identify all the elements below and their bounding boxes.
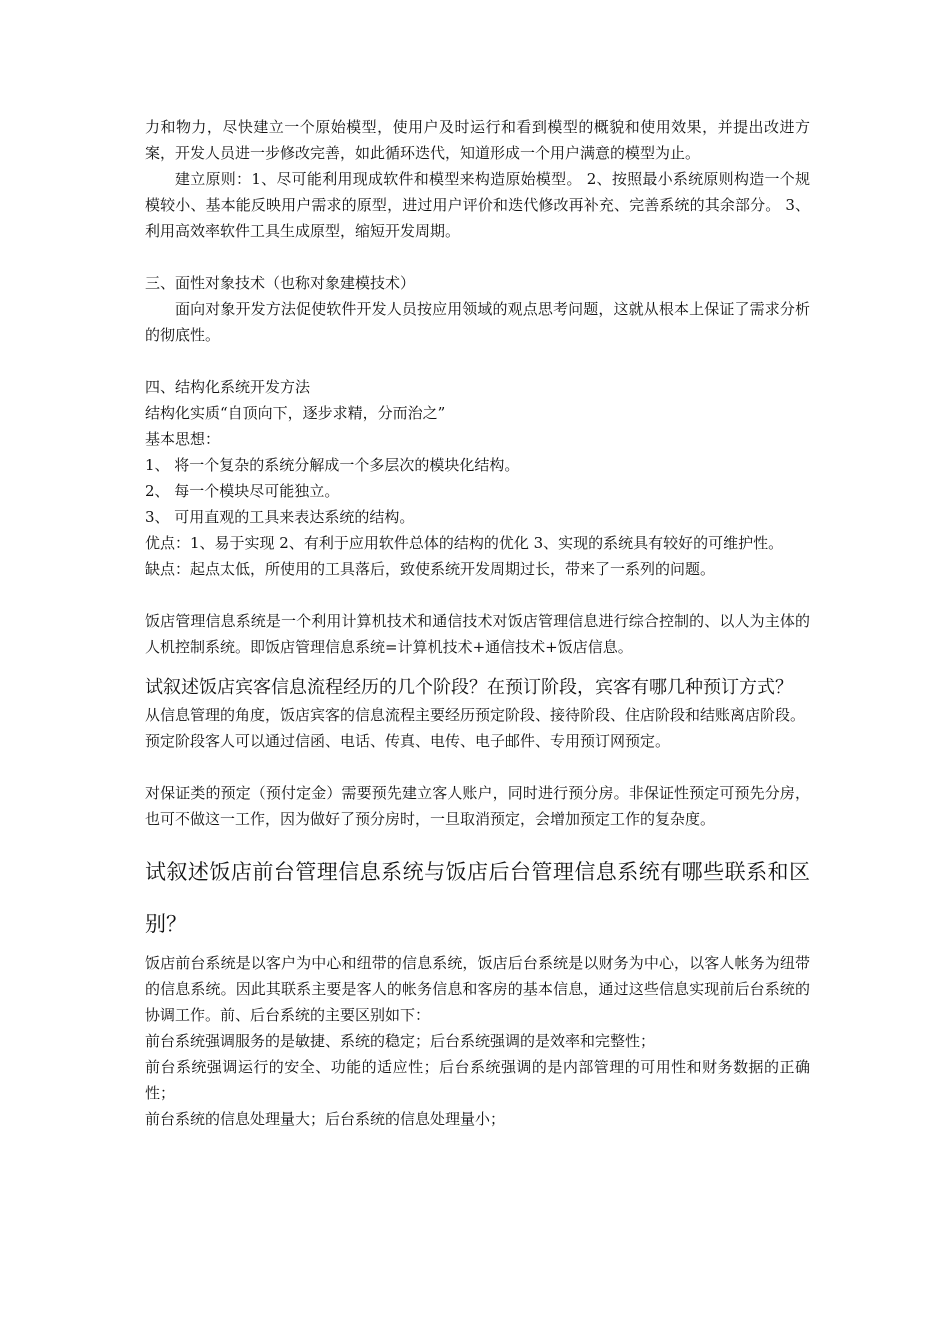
spacer xyxy=(145,660,810,674)
question-2-diff-2: 前台系统强调运行的安全、功能的适应性；后台系统强调的是内部管理的可用性和财务数据的正确性； xyxy=(145,1058,810,1102)
idea-item-2: 2、 每一个模块尽可能独立。 xyxy=(145,482,340,500)
question-1-answer-2: 预定阶段客人可以通过信函、电话、传真、电传、电子邮件、专用预订网预定。 xyxy=(145,732,671,750)
idea-item-1: 1、 将一个复杂的系统分解成一个多层次的模块化结构。 xyxy=(145,456,520,474)
question-2-title: 试叙述饭店前台管理信息系统与饭店后台管理信息系统有哪些联系和区别？ xyxy=(145,860,810,936)
hotel-mis-definition: 饭店管理信息系统是一个利用计算机技术和通信技术对饭店管理信息进行综合控制的、以人为主体的人机控制系统。即饭店管理信息系统=计算机技术+通信技术+饭店信息。 xyxy=(145,612,810,656)
question-1-answer-3: 对保证类的预定（预付定金）需要预先建立客人账户，同时进行预分房。非保证性预定可预先分房，也可不做这一工作，因为做好了预分房时，一旦取消预定，会增加预定工作的复杂度。 xyxy=(145,784,810,828)
spacer xyxy=(145,832,810,846)
document-page xyxy=(145,114,810,1132)
spacer xyxy=(145,582,810,608)
question-2-diff-3: 前台系统的信息处理量大；后台系统的信息处理量小； xyxy=(145,1110,506,1128)
prototype-paragraph: 力和物力，尽快建立一个原始模型，使用户及时运行和看到模型的概貌和使用效果，并提出改进方案，开发人员进一步修改完善，如此循环迭代，知道形成一个用户满意的模型为止。 xyxy=(145,118,810,162)
question-1-answer-1: 从信息管理的角度，饭店宾客的信息流程主要经历预定阶段、接待阶段、住店阶段和结账离店阶段。 xyxy=(145,706,806,724)
basic-idea-label: 基本思想： xyxy=(145,430,221,448)
spacer xyxy=(145,244,810,270)
section-heading-oo: 三、面性对象技术（也称对象建模技术） xyxy=(145,274,416,292)
question-2-answer-1: 饭店前台系统是以客户为中心和纽带的信息系统，饭店后台系统是以财务为中心，以客人帐务为纽带的信息系统。因此其联系主要是客人的帐务信息和客房的基本信息，通过这些信息实现前后台系统的协调工作。前、后台系统的主要区别如下： xyxy=(145,954,810,1024)
section-heading-structured: 四、结构化系统开发方法 xyxy=(145,378,311,396)
prototype-principle-paragraph: 建立原则：1、尽可能利用现成软件和模型来构造原始模型。 2、按照最小系统原则构造一个规模较小、基本能反映用户需求的原型，进过用户评价和迭代修改再补充、完善系统的其余部分。 3、利用高效率软件工具生成原型，缩短开发周期。 xyxy=(145,170,810,240)
question-1-title: 试叙述饭店宾客信息流程经历的几个阶段？在预订阶段，宾客有哪几种预订方式？ xyxy=(145,677,793,698)
spacer xyxy=(145,348,810,374)
pros-paragraph: 优点：1、易于实现 2、有利于应用软件总体的结构的优化 3、实现的系统具有较好的可维护性。 xyxy=(145,534,784,552)
question-2-diff-1: 前台系统强调服务的是敏捷、系统的稳定；后台系统强调的是效率和完整性； xyxy=(145,1032,656,1050)
cons-paragraph: 缺点：起点太低，所使用的工具落后，致使系统开发周期过长，带来了一系列的问题。 xyxy=(145,560,716,578)
structured-essence: 结构化实质“自顶向下，逐步求精，分而治之” xyxy=(145,404,446,422)
spacer xyxy=(145,754,810,780)
oo-paragraph: 面向对象开发方法促使软件开发人员按应用领域的观点思考问题，这就从根本上保证了需求分析的彻底性。 xyxy=(145,300,810,344)
idea-item-3: 3、 可用直观的工具来表达系统的结构。 xyxy=(145,508,415,526)
